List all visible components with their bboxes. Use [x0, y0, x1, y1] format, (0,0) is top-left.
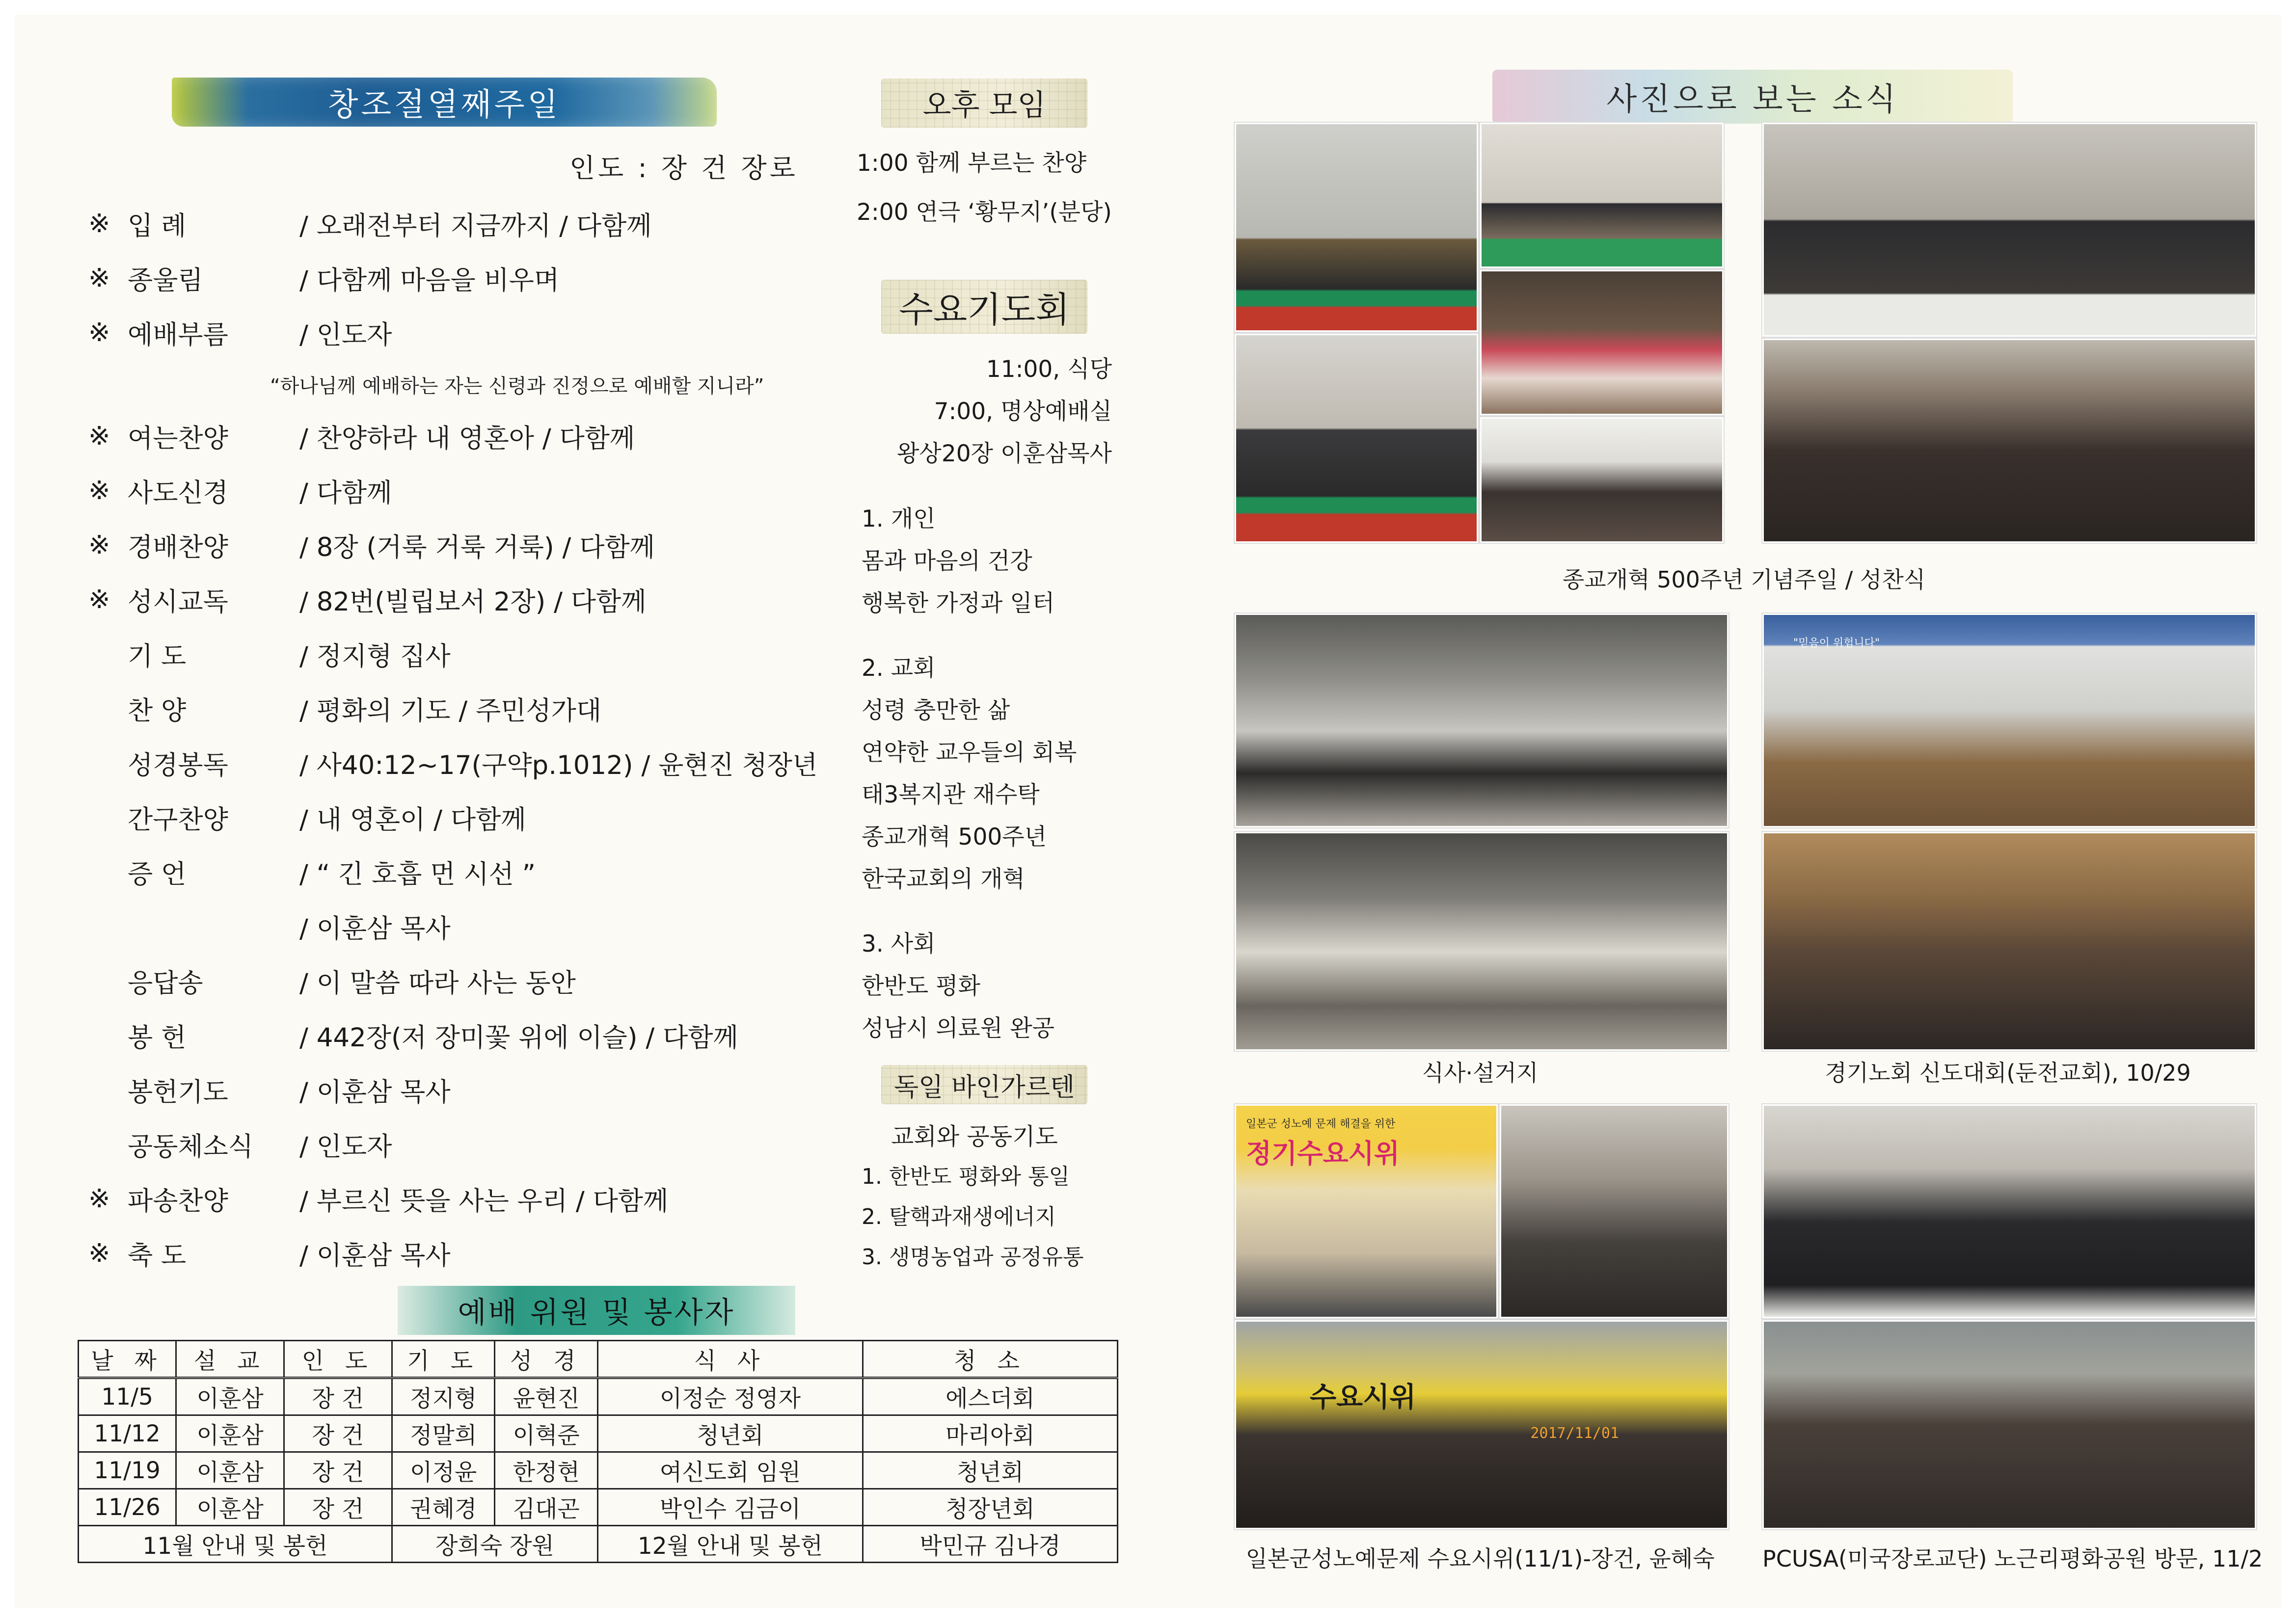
caption-protest: 일본군성노예문제 수요시위(11/1)-장건, 윤혜숙 — [1245, 1545, 1715, 1572]
photo-pcusa-group — [1762, 1320, 2256, 1529]
standing-mark: ※ — [88, 421, 110, 451]
order-label: 입 례 — [128, 211, 187, 241]
order-label: 봉 헌 — [128, 1022, 187, 1053]
prayer-item: 종교개혁 500주년 — [862, 824, 1047, 851]
wednesday-time: 왕상20장 이훈삼목사 — [897, 440, 1112, 467]
prayer-section-head: 1. 개인 — [862, 506, 936, 532]
duty-cell: 이정윤 — [392, 1452, 495, 1489]
photo-kitchen-2 — [1235, 832, 1729, 1051]
germany-list — [862, 1117, 1084, 1277]
call-to-worship-quote: “하나님께 예배하는 자는 신령과 진정으로 예배할 지니라” — [270, 374, 764, 398]
photo-congregation-seated — [1480, 417, 1724, 543]
prayer-item: 한국교회의 개혁 — [862, 866, 1025, 893]
wednesday-time: 11:00, 식당 — [986, 356, 1112, 383]
prayer-section-head: 2. 교회 — [862, 655, 936, 682]
table-row — [79, 1415, 1118, 1452]
duty-cell: 윤현진 — [495, 1378, 598, 1415]
order-row — [88, 518, 825, 572]
afternoon-title: 오후 모임 — [881, 79, 1087, 128]
duty-cell: 마리아회 — [863, 1415, 1117, 1452]
duty-header-cell: 식 사 — [597, 1341, 863, 1378]
table-row — [79, 1489, 1118, 1526]
order-row — [88, 572, 825, 627]
photo-pcusa-memorial — [1762, 1104, 2256, 1318]
order-row — [88, 251, 825, 305]
order-content: / 부르신 뜻을 사는 우리 / 다함께 — [299, 1186, 669, 1216]
order-label: 봉헌기도 — [128, 1077, 228, 1107]
duty-header-cell: 성 경 — [495, 1341, 598, 1378]
order-label: 기 도 — [128, 641, 187, 671]
order-row — [88, 463, 825, 518]
order-row — [88, 1226, 825, 1280]
photo-date-stamp: 2017/11/01 — [1530, 1425, 1619, 1442]
afternoon-item: 2:00 연극 ‘황무지’(분당) — [857, 199, 1112, 226]
order-content: / 정지형 집사 — [299, 641, 451, 671]
prayer-item: 연약한 교우들의 회복 — [862, 739, 1077, 766]
duty-cell: 이정순 정영자 — [597, 1378, 863, 1415]
table-row — [79, 1452, 1118, 1489]
order-row — [88, 845, 825, 899]
duty-cell: 청년회 — [597, 1415, 863, 1452]
order-content: / 다함께 — [299, 478, 392, 508]
order-content: / 다함께 마음을 비우며 — [299, 265, 560, 295]
order-row — [88, 409, 825, 463]
protest-sign: 수요시위 — [1310, 1382, 1416, 1413]
order-label: 종울림 — [128, 265, 203, 295]
order-label: 경배찬양 — [128, 532, 228, 562]
order-label: 여는찬양 — [128, 423, 228, 453]
order-label: 예배부름 — [128, 319, 228, 350]
duty-footer-row — [79, 1526, 1118, 1563]
order-label: 축 도 — [128, 1240, 187, 1271]
duty-table-header — [79, 1341, 1118, 1378]
duty-cell: 장 건 — [284, 1489, 392, 1526]
duty-cell: 11/19 — [79, 1452, 176, 1489]
duty-footer-cell: 12월 안내 및 봉헌 — [597, 1526, 863, 1563]
order-content: / “ 긴 호흡 먼 시선 ” — [299, 859, 536, 889]
prayer-topics — [862, 498, 1077, 1072]
duty-cell: 정말희 — [392, 1415, 495, 1452]
order-row — [88, 305, 825, 360]
order-content: / 이훈삼 목사 — [299, 913, 451, 944]
order-content: / 442장(저 장미꽃 위에 이슬) / 다함께 — [299, 1022, 738, 1053]
duty-table — [78, 1340, 1118, 1563]
order-row — [88, 1063, 825, 1117]
order-row — [88, 627, 825, 681]
wednesday-title: 수요기도회 — [881, 280, 1087, 334]
order-label: 공동체소식 — [128, 1131, 253, 1162]
caption-meal: 식사·설거지 — [1422, 1060, 1539, 1086]
photo-pastor-pulpit — [1235, 123, 1478, 332]
photo-protest-crowd-seated — [1500, 1104, 1729, 1318]
duty-header-cell: 날 짜 — [79, 1341, 176, 1378]
order-content: / 평화의 기도 / 주민성가대 — [299, 695, 602, 726]
worship-order — [88, 196, 825, 1280]
order-row — [88, 954, 825, 1008]
table-row — [79, 1378, 1118, 1415]
order-row — [88, 1171, 825, 1226]
photo-communion-crowd — [1762, 339, 2256, 543]
prayer-item: 한반도 평화 — [862, 973, 980, 1000]
standing-mark: ※ — [88, 1238, 110, 1268]
order-label: 사도신경 — [128, 478, 228, 508]
order-label: 간구찬양 — [128, 804, 228, 835]
germany-title: 독일 바인가르텐 — [881, 1065, 1087, 1104]
afternoon-item: 1:00 함께 부르는 찬양 — [857, 150, 1087, 177]
duty-cell: 이훈삼 — [176, 1378, 284, 1415]
germany-item: 2. 탈핵과재생에너지 — [862, 1204, 1056, 1229]
duty-cell: 한정현 — [495, 1452, 598, 1489]
order-content: / 이 말씀 따라 사는 동안 — [299, 968, 576, 998]
photo-woman-reader — [1235, 334, 1478, 543]
order-row — [88, 899, 825, 954]
prayer-item: 몸과 마음의 건강 — [862, 548, 1032, 575]
photo-woman-speaker — [1480, 123, 1724, 268]
standing-mark: ※ — [88, 530, 110, 560]
worship-leader: 인도 : 장 건 장로 — [569, 153, 798, 184]
duty-cell: 장 건 — [284, 1452, 392, 1489]
order-label: 파송찬양 — [128, 1186, 228, 1216]
duty-cell: 청년회 — [863, 1452, 1117, 1489]
protest-banner: 정기수요시위 — [1246, 1138, 1400, 1169]
photo-protest-rally — [1235, 1320, 1729, 1529]
standing-mark: ※ — [88, 263, 110, 293]
protest-banner-sub: 일본군 성노예 문제 해결을 위한 — [1246, 1118, 1396, 1130]
duty-cell: 청장년회 — [863, 1489, 1117, 1526]
order-content: / 이훈삼 목사 — [299, 1240, 451, 1271]
afternoon-list — [857, 142, 1112, 234]
duty-header-cell: 설 교 — [176, 1341, 284, 1378]
caption-pcusa: PCUSA(미국장로교단) 노근리평화공원 방문, 11/2 — [1762, 1545, 2263, 1572]
duty-cell: 권혜경 — [392, 1489, 495, 1526]
standing-mark: ※ — [88, 476, 110, 506]
presbytery-slide-text: "믿음이 위험니다" — [1793, 637, 1880, 649]
duty-cell: 정지형 — [392, 1378, 495, 1415]
page-title: 창조절열째주일 — [172, 78, 717, 127]
duty-header-cell: 인 도 — [284, 1341, 392, 1378]
prayer-item: 행복한 가정과 일터 — [862, 590, 1055, 617]
order-label: 찬 양 — [128, 695, 187, 726]
prayer-item: 태3복지관 재수탁 — [862, 781, 1040, 808]
photo-presbytery-pews — [1762, 832, 2256, 1051]
order-content: / 오래전부터 지금까지 / 다함께 — [299, 211, 652, 241]
duty-cell: 김대곤 — [495, 1489, 598, 1526]
standing-mark: ※ — [88, 209, 110, 239]
order-content: / 8장 (거룩 거룩 거룩) / 다함께 — [299, 532, 655, 562]
duty-cell: 이훈삼 — [176, 1415, 284, 1452]
duty-header-cell: 청 소 — [863, 1341, 1117, 1378]
prayer-item: 성령 충만한 삶 — [862, 697, 1010, 724]
photo-news-title: 사진으로 보는 소식 — [1492, 70, 2013, 124]
duty-header-cell: 기 도 — [392, 1341, 495, 1378]
order-label: 성경봉독 — [128, 750, 228, 780]
order-content: / 인도자 — [299, 319, 392, 350]
duty-cell: 이훈삼 — [176, 1452, 284, 1489]
duty-cell: 박인수 김금이 — [597, 1489, 863, 1526]
standing-mark: ※ — [88, 585, 110, 614]
duty-cell: 장 건 — [284, 1415, 392, 1452]
order-label: 응답송 — [128, 968, 203, 998]
order-row — [88, 1117, 825, 1171]
order-row — [88, 1008, 825, 1063]
order-content: / 82번(빌립보서 2장) / 다함께 — [299, 586, 647, 617]
duty-cell: 이훈삼 — [176, 1489, 284, 1526]
duty-cell: 이혁준 — [495, 1415, 598, 1452]
bulletin-sheet — [15, 15, 2281, 1608]
wednesday-times — [881, 348, 1112, 475]
germany-item: 1. 한반도 평화와 통일 — [862, 1164, 1070, 1189]
order-row — [88, 736, 825, 790]
photo-protest-stage — [1235, 1104, 1498, 1318]
photo-communion-altar — [1762, 123, 2256, 337]
wednesday-time: 7:00, 명상예배실 — [934, 398, 1112, 425]
order-content: / 사40:12~17(구약p.1012) / 윤현진 청장년 — [299, 750, 818, 780]
duty-footer-cell: 11월 안내 및 봉헌 — [79, 1526, 392, 1563]
staff-section-title: 예배 위원 및 봉사자 — [398, 1286, 795, 1335]
standing-mark: ※ — [88, 318, 110, 347]
caption-presbytery: 경기노회 신도대회(둔전교회), 10/29 — [1825, 1060, 2191, 1086]
caption-reformation: 종교개혁 500주년 기념주일 / 성찬식 — [1562, 566, 1926, 593]
order-content: / 내 영혼이 / 다함께 — [299, 804, 526, 835]
prayer-section-head: 3. 사회 — [862, 931, 936, 958]
order-row — [88, 196, 825, 251]
photo-choir — [1480, 270, 1724, 415]
duty-cell: 여신도회 임원 — [597, 1452, 863, 1489]
spacer — [862, 625, 1077, 647]
order-content: / 이훈삼 목사 — [299, 1077, 451, 1107]
order-row — [88, 681, 825, 736]
duty-footer-cell: 박민규 김나경 — [863, 1526, 1117, 1563]
duty-cell: 장 건 — [284, 1378, 392, 1415]
duty-footer-cell: 장희숙 장원 — [392, 1526, 597, 1563]
duty-cell: 에스더회 — [863, 1378, 1117, 1415]
order-label: 증 언 — [128, 859, 187, 889]
duty-cell: 11/5 — [79, 1378, 176, 1415]
photo-kitchen-1 — [1235, 613, 1729, 827]
prayer-item: 성남시 의료원 완공 — [862, 1015, 1055, 1042]
duty-cell: 11/12 — [79, 1415, 176, 1452]
spacer — [862, 901, 1077, 923]
order-row — [88, 790, 825, 845]
order-content: / 찬양하라 내 영혼아 / 다함께 — [299, 423, 635, 453]
germany-item: 3. 생명농업과 공정유통 — [862, 1245, 1084, 1270]
photo-presbytery-hall — [1762, 613, 2256, 827]
germany-subtitle: 교회와 공동기도 — [891, 1123, 1058, 1150]
duty-cell: 11/26 — [79, 1489, 176, 1526]
standing-mark: ※ — [88, 1184, 110, 1214]
order-content: / 인도자 — [299, 1131, 392, 1162]
order-label: 성시교독 — [128, 586, 228, 617]
